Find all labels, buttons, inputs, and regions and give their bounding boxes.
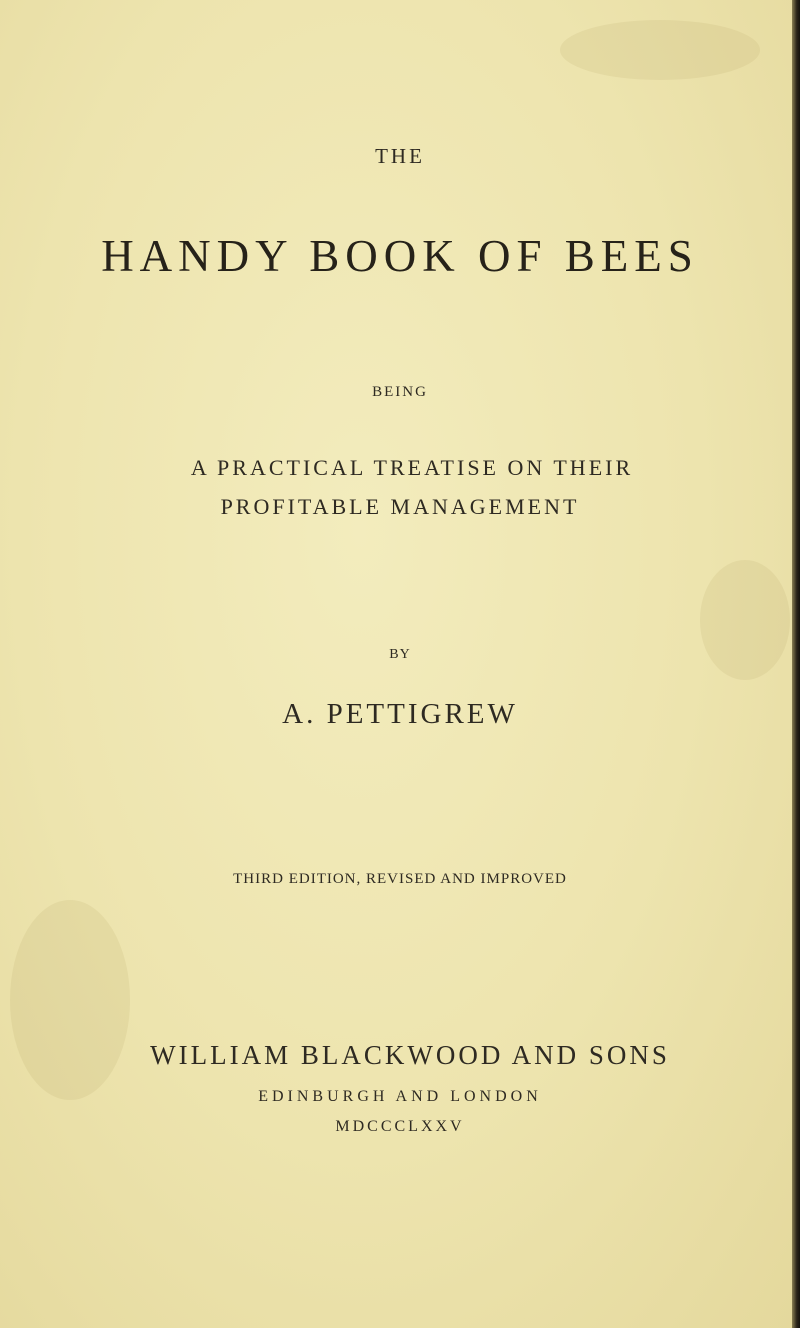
being-label: BEING [372,384,428,400]
author-name: A. PETTIGREW [282,698,518,730]
subtitle-line-1: A PRACTICAL TREATISE ON THEIR [190,455,634,480]
publisher-cities: EDINBURGH AND LONDON [258,1088,542,1105]
publisher-name: WILLIAM BLACKWOOD AND SONS [150,1040,670,1070]
by-label: BY [389,647,411,662]
edition-statement: THIRD EDITION, REVISED AND IMPROVED [233,871,567,887]
paper-stain [560,20,760,80]
title-the: THE [375,144,425,168]
book-title: HANDY BOOK OF BEES [101,231,699,281]
publication-year: MDCCCLXXV [335,1118,465,1135]
subtitle-line-2: PROFITABLE MANAGEMENT [220,494,580,519]
page-edge-shadow [792,0,800,1328]
